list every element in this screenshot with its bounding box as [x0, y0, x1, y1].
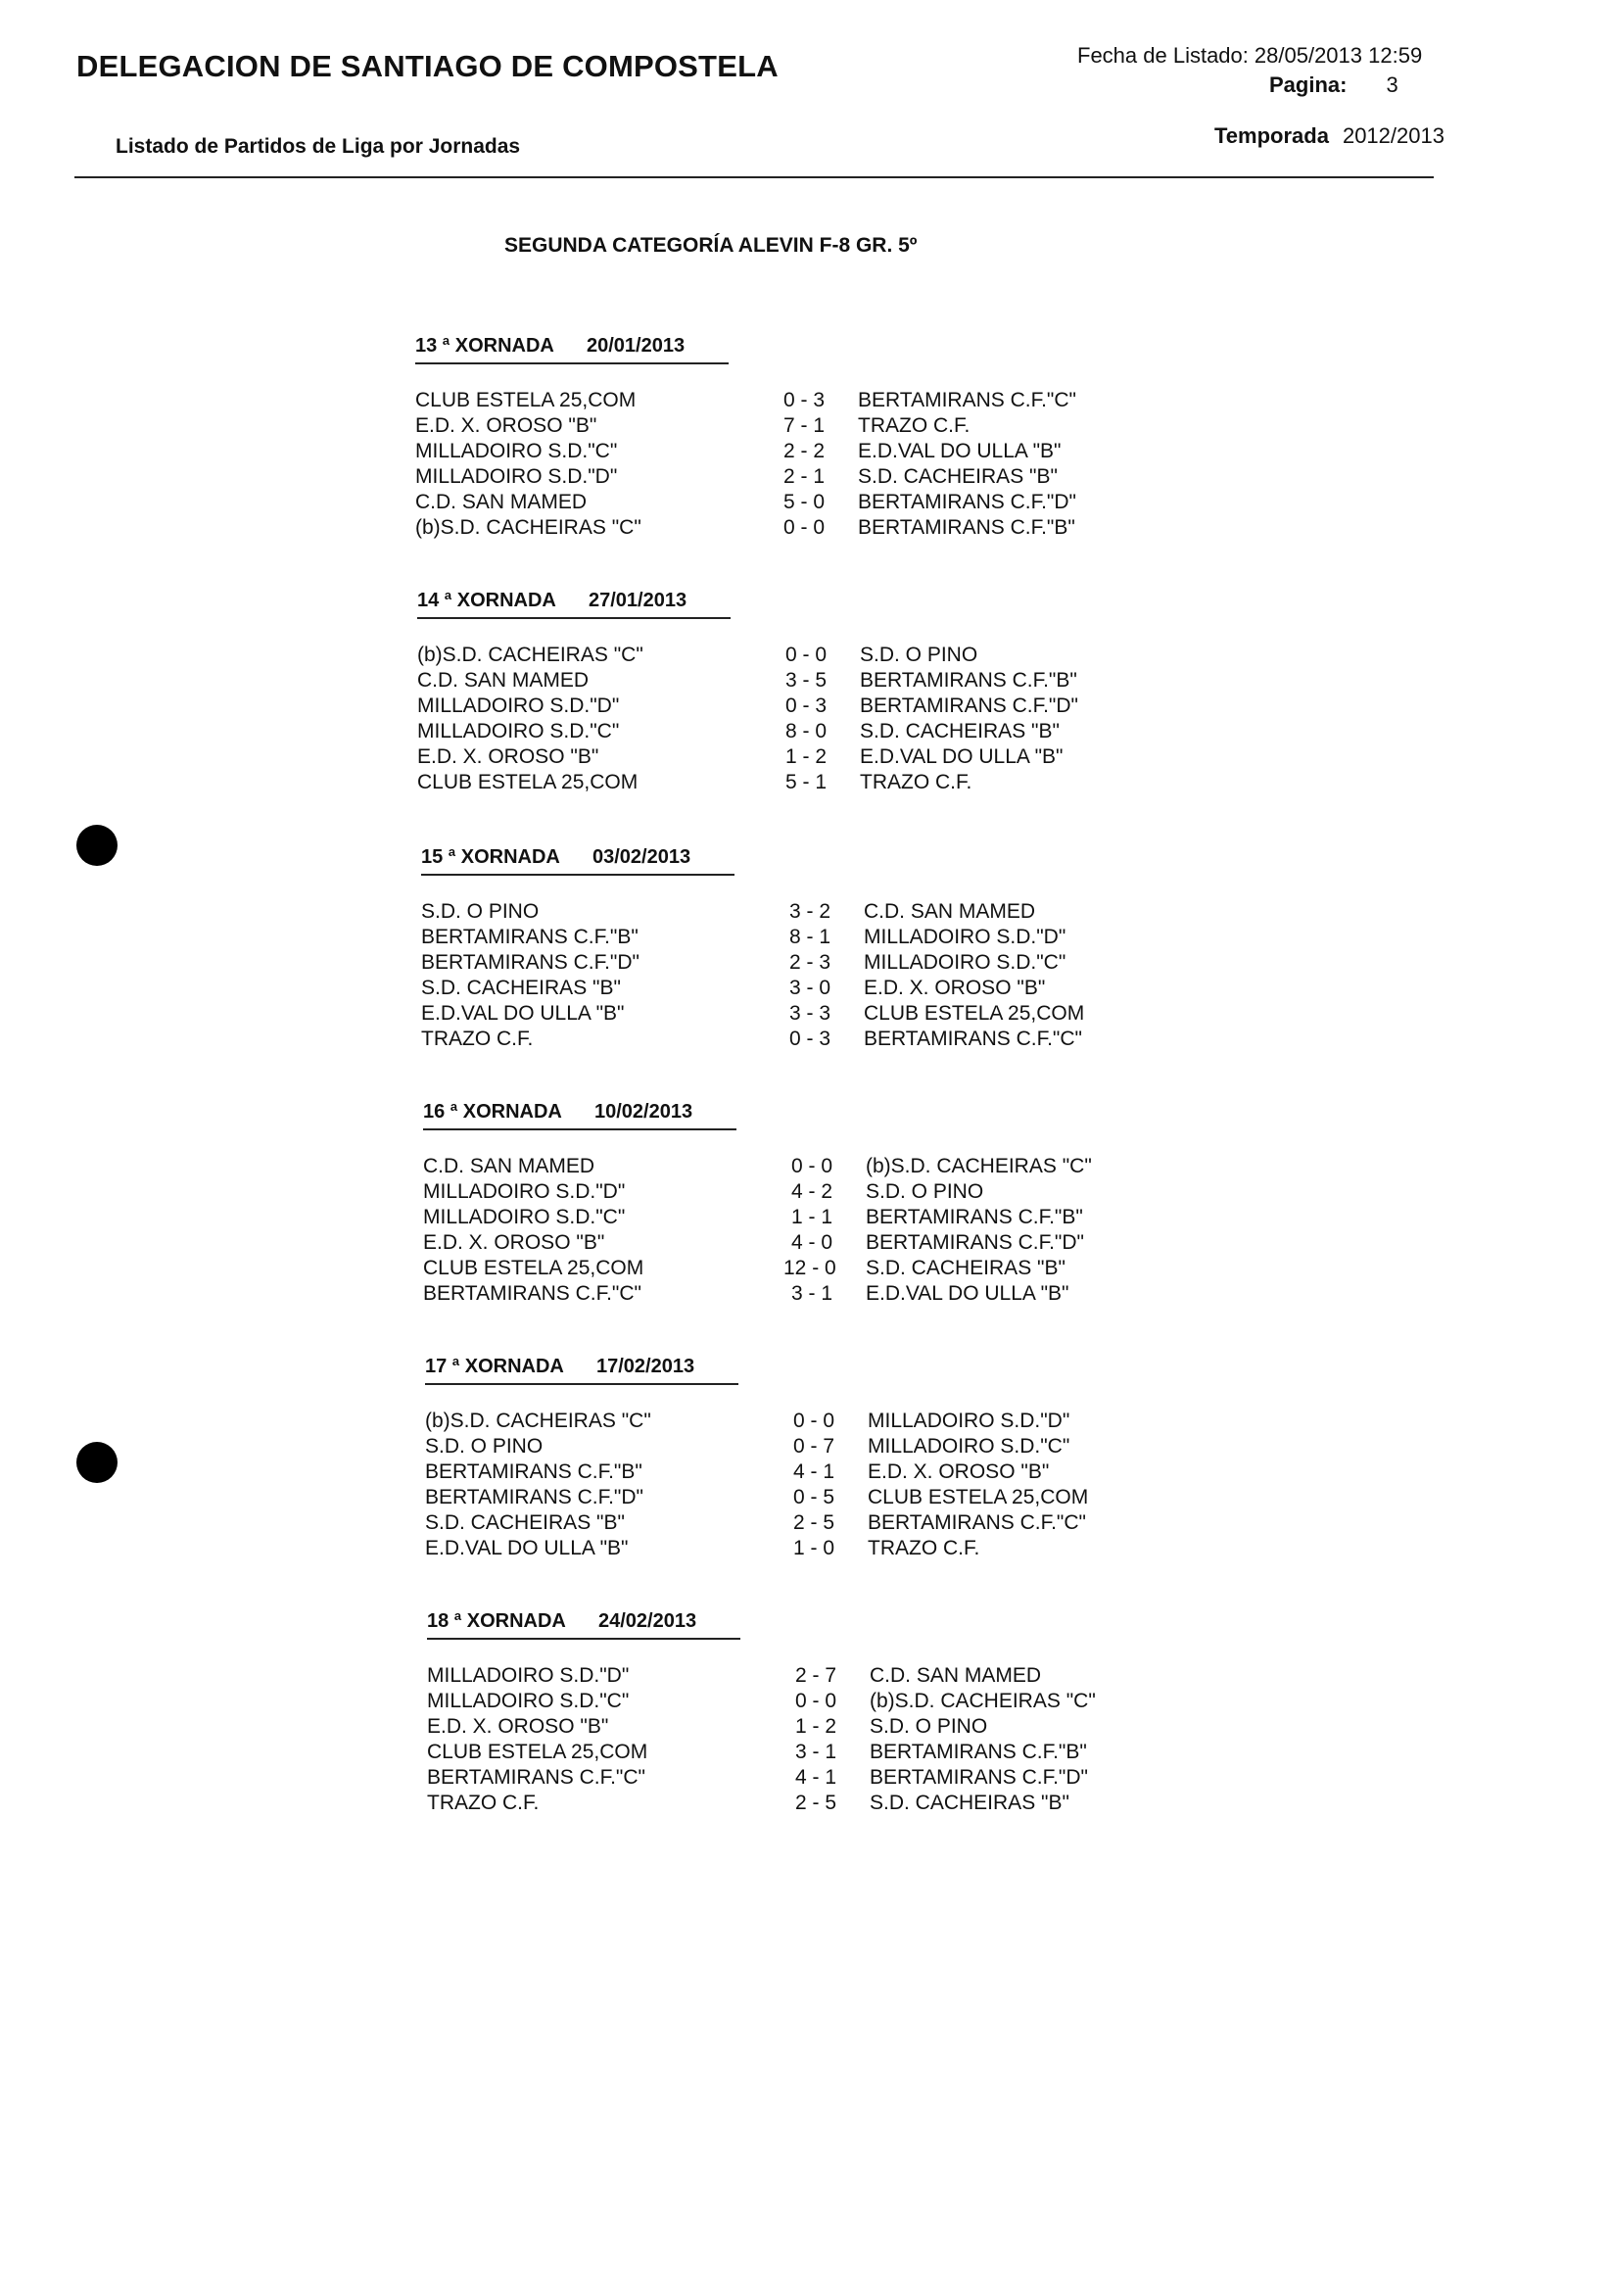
home-team: BERTAMIRANS C.F."D" — [421, 951, 639, 974]
listing-date-value: 28/05/2013 12:59 — [1254, 43, 1423, 68]
match-score: 3 - 1 — [795, 1741, 837, 1763]
home-team: MILLADOIRO S.D."D" — [417, 694, 620, 717]
home-team: MILLADOIRO S.D."D" — [415, 465, 618, 488]
away-team: BERTAMIRANS C.F."B" — [860, 669, 1077, 692]
round-14 — [417, 588, 1078, 795]
match-score: 1 - 1 — [791, 1206, 833, 1228]
match-list — [423, 1154, 1092, 1307]
match-score: 0 - 5 — [793, 1486, 835, 1508]
match-row — [415, 515, 1075, 541]
season — [1214, 123, 1444, 149]
away-team: E.D.VAL DO ULLA "B" — [866, 1282, 1069, 1305]
home-team: E.D. X. OROSO "B" — [427, 1715, 609, 1738]
away-team: S.D. CACHEIRAS "B" — [858, 465, 1058, 488]
away-team: BERTAMIRANS C.F."C" — [858, 389, 1076, 411]
match-row — [425, 1434, 1070, 1459]
home-team: BERTAMIRANS C.F."B" — [421, 926, 639, 948]
match-score: 4 - 0 — [791, 1231, 833, 1254]
away-team: BERTAMIRANS C.F."D" — [858, 491, 1076, 513]
match-row — [421, 950, 1066, 976]
round-date: 24/02/2013 — [598, 1610, 697, 1632]
away-team: S.D. CACHEIRAS "B" — [860, 720, 1060, 742]
match-row — [417, 719, 1060, 744]
match-row — [427, 1714, 988, 1740]
home-team: BERTAMIRANS C.F."C" — [423, 1282, 641, 1305]
match-score: 2 - 3 — [789, 951, 831, 974]
match-row — [425, 1485, 1089, 1510]
home-team: MILLADOIRO S.D."C" — [417, 720, 620, 742]
home-team: S.D. CACHEIRAS "B" — [421, 977, 621, 999]
round-date: 03/02/2013 — [592, 846, 691, 868]
away-team: BERTAMIRANS C.F."B" — [866, 1206, 1083, 1228]
match-row — [415, 388, 1076, 413]
round-name: 13 ª XORNADA — [415, 335, 554, 357]
away-team: S.D. O PINO — [866, 1180, 984, 1203]
match-row — [421, 1027, 1082, 1052]
match-list — [425, 1409, 1089, 1561]
match-list — [417, 643, 1078, 795]
round-13 — [415, 333, 1076, 541]
home-team: S.D. O PINO — [421, 900, 540, 923]
home-team: E.D.VAL DO ULLA "B" — [425, 1537, 629, 1559]
round-name: 18 ª XORNADA — [427, 1610, 566, 1632]
away-team: CLUB ESTELA 25,COM — [868, 1486, 1089, 1508]
match-row — [425, 1536, 980, 1561]
match-score: 7 - 1 — [783, 414, 826, 437]
match-row — [421, 1001, 1085, 1027]
match-row — [423, 1256, 1065, 1281]
home-team: MILLADOIRO S.D."D" — [423, 1180, 626, 1203]
page-number-value: 3 — [1386, 72, 1398, 97]
match-row — [423, 1205, 1083, 1230]
match-score: 2 - 7 — [795, 1664, 837, 1687]
home-team: E.D.VAL DO ULLA "B" — [421, 1002, 625, 1025]
match-row — [415, 464, 1058, 490]
season-value: 2012/2013 — [1342, 123, 1444, 148]
match-row — [415, 413, 971, 439]
home-team: (b)S.D. CACHEIRAS "C" — [425, 1410, 651, 1432]
match-row — [417, 643, 978, 668]
home-team: E.D. X. OROSO "B" — [423, 1231, 605, 1254]
away-team: MILLADOIRO S.D."C" — [864, 951, 1066, 974]
match-score: 0 - 3 — [789, 1028, 831, 1050]
away-team: S.D. CACHEIRAS "B" — [870, 1792, 1069, 1814]
match-row — [425, 1459, 1050, 1485]
away-team: E.D. X. OROSO "B" — [868, 1460, 1050, 1483]
match-row — [421, 976, 1046, 1001]
home-team: S.D. CACHEIRAS "B" — [425, 1511, 625, 1534]
round-header — [415, 333, 729, 364]
page-number-label: Pagina: — [1269, 72, 1348, 97]
round-17 — [425, 1354, 1089, 1561]
away-team: (b)S.D. CACHEIRAS "C" — [870, 1690, 1096, 1712]
listing-subtitle: Listado de Partidos de Liga por Jornadas — [116, 135, 521, 158]
away-team: BERTAMIRANS C.F."B" — [870, 1741, 1087, 1763]
match-score: 1 - 2 — [795, 1715, 837, 1738]
home-team: BERTAMIRANS C.F."C" — [427, 1766, 645, 1789]
round-date: 10/02/2013 — [594, 1101, 693, 1123]
match-row — [415, 439, 1062, 464]
home-team: BERTAMIRANS C.F."D" — [425, 1486, 643, 1508]
punch-hole — [76, 825, 118, 866]
home-team: C.D. SAN MAMED — [417, 669, 590, 692]
match-row — [423, 1154, 1092, 1179]
away-team: C.D. SAN MAMED — [870, 1664, 1042, 1687]
away-team: MILLADOIRO S.D."D" — [864, 926, 1066, 948]
round-header — [423, 1099, 736, 1130]
home-team: (b)S.D. CACHEIRAS "C" — [415, 516, 641, 539]
away-team: BERTAMIRANS C.F."B" — [858, 516, 1075, 539]
match-row — [423, 1281, 1069, 1307]
round-date: 20/01/2013 — [587, 335, 686, 357]
match-score: 0 - 0 — [791, 1155, 833, 1177]
match-row — [415, 490, 1076, 515]
match-score: 8 - 1 — [789, 926, 831, 948]
away-team: BERTAMIRANS C.F."D" — [860, 694, 1078, 717]
away-team: (b)S.D. CACHEIRAS "C" — [866, 1155, 1092, 1177]
match-row — [421, 899, 1036, 925]
home-team: S.D. O PINO — [425, 1435, 544, 1458]
match-row — [423, 1230, 1084, 1256]
match-list — [415, 388, 1076, 541]
match-row — [417, 770, 972, 795]
match-score: 8 - 0 — [785, 720, 828, 742]
match-score: 3 - 0 — [789, 977, 831, 999]
home-team: C.D. SAN MAMED — [415, 491, 588, 513]
match-row — [427, 1663, 1042, 1689]
match-score: 4 - 2 — [791, 1180, 833, 1203]
away-team: TRAZO C.F. — [868, 1537, 980, 1559]
away-team: E.D. X. OROSO "B" — [864, 977, 1046, 999]
match-score: 3 - 1 — [791, 1282, 833, 1305]
away-team: MILLADOIRO S.D."D" — [868, 1410, 1070, 1432]
away-team: TRAZO C.F. — [860, 771, 972, 793]
home-team: CLUB ESTELA 25,COM — [417, 771, 639, 793]
round-name: 17 ª XORNADA — [425, 1356, 564, 1377]
home-team: CLUB ESTELA 25,COM — [423, 1257, 644, 1279]
home-team: BERTAMIRANS C.F."B" — [425, 1460, 642, 1483]
match-score: 3 - 5 — [785, 669, 828, 692]
home-team: E.D. X. OROSO "B" — [415, 414, 597, 437]
home-team: CLUB ESTELA 25,COM — [427, 1741, 648, 1763]
match-row — [427, 1689, 1096, 1714]
match-score: 0 - 7 — [793, 1435, 835, 1458]
match-row — [427, 1765, 1088, 1791]
season-label: Temporada — [1214, 123, 1329, 148]
away-team: BERTAMIRANS C.F."C" — [868, 1511, 1086, 1534]
match-row — [417, 668, 1077, 694]
match-score: 0 - 0 — [783, 516, 826, 539]
away-team: BERTAMIRANS C.F."D" — [866, 1231, 1084, 1254]
match-row — [417, 694, 1078, 719]
match-score: 2 - 2 — [783, 440, 826, 462]
match-score: 2 - 5 — [795, 1792, 837, 1814]
match-score: 5 - 0 — [783, 491, 826, 513]
home-team: CLUB ESTELA 25,COM — [415, 389, 637, 411]
home-team: MILLADOIRO S.D."C" — [423, 1206, 626, 1228]
match-list — [421, 899, 1085, 1052]
home-team: MILLADOIRO S.D."D" — [427, 1664, 630, 1687]
listing-date — [1077, 43, 1422, 69]
page-number — [1269, 72, 1398, 98]
category-title: SEGUNDA CATEGORÍA ALEVIN F-8 GR. 5º — [504, 234, 918, 257]
away-team: CLUB ESTELA 25,COM — [864, 1002, 1085, 1025]
match-score: 2 - 5 — [793, 1511, 835, 1534]
match-score: 12 - 0 — [783, 1257, 836, 1279]
home-team: TRAZO C.F. — [427, 1792, 540, 1814]
header-divider — [74, 176, 1434, 178]
home-team: MILLADOIRO S.D."C" — [415, 440, 618, 462]
match-row — [425, 1409, 1070, 1434]
round-header — [417, 588, 731, 619]
home-team: (b)S.D. CACHEIRAS "C" — [417, 644, 643, 666]
match-row — [423, 1179, 984, 1205]
match-score: 0 - 0 — [793, 1410, 835, 1432]
match-score: 0 - 0 — [795, 1690, 837, 1712]
away-team: C.D. SAN MAMED — [864, 900, 1036, 923]
round-name: 16 ª XORNADA — [423, 1101, 562, 1123]
round-header — [427, 1608, 740, 1640]
match-score: 0 - 3 — [785, 694, 828, 717]
home-team: TRAZO C.F. — [421, 1028, 534, 1050]
match-score: 0 - 3 — [783, 389, 826, 411]
match-list — [427, 1663, 1096, 1816]
punch-hole — [76, 1442, 118, 1483]
round-18 — [427, 1608, 1096, 1816]
round-date: 17/02/2013 — [596, 1356, 695, 1377]
round-16 — [423, 1099, 1092, 1307]
match-score: 2 - 1 — [783, 465, 826, 488]
match-row — [427, 1791, 1069, 1816]
match-row — [417, 744, 1064, 770]
listing-date-label: Fecha de Listado: — [1077, 43, 1249, 68]
match-score: 5 - 1 — [785, 771, 828, 793]
round-15 — [421, 844, 1085, 1052]
away-team: BERTAMIRANS C.F."D" — [870, 1766, 1088, 1789]
away-team: S.D. O PINO — [860, 644, 978, 666]
home-team: C.D. SAN MAMED — [423, 1155, 595, 1177]
match-score: 1 - 0 — [793, 1537, 835, 1559]
match-row — [421, 925, 1066, 950]
away-team: S.D. O PINO — [870, 1715, 988, 1738]
organization-title: DELEGACION DE SANTIAGO DE COMPOSTELA — [76, 49, 779, 83]
round-name: 15 ª XORNADA — [421, 846, 560, 868]
match-row — [427, 1740, 1087, 1765]
away-team: E.D.VAL DO ULLA "B" — [858, 440, 1062, 462]
match-score: 3 - 3 — [789, 1002, 831, 1025]
away-team: BERTAMIRANS C.F."C" — [864, 1028, 1082, 1050]
round-header — [425, 1354, 738, 1385]
match-score: 4 - 1 — [795, 1766, 837, 1789]
home-team: MILLADOIRO S.D."C" — [427, 1690, 630, 1712]
match-score: 3 - 2 — [789, 900, 831, 923]
match-score: 1 - 2 — [785, 745, 828, 768]
home-team: E.D. X. OROSO "B" — [417, 745, 599, 768]
match-row — [425, 1510, 1086, 1536]
away-team: TRAZO C.F. — [858, 414, 971, 437]
away-team: E.D.VAL DO ULLA "B" — [860, 745, 1064, 768]
round-name: 14 ª XORNADA — [417, 590, 556, 611]
match-score: 0 - 0 — [785, 644, 828, 666]
match-score: 4 - 1 — [793, 1460, 835, 1483]
round-date: 27/01/2013 — [589, 590, 687, 611]
away-team: S.D. CACHEIRAS "B" — [866, 1257, 1065, 1279]
away-team: MILLADOIRO S.D."C" — [868, 1435, 1070, 1458]
round-header — [421, 844, 734, 876]
